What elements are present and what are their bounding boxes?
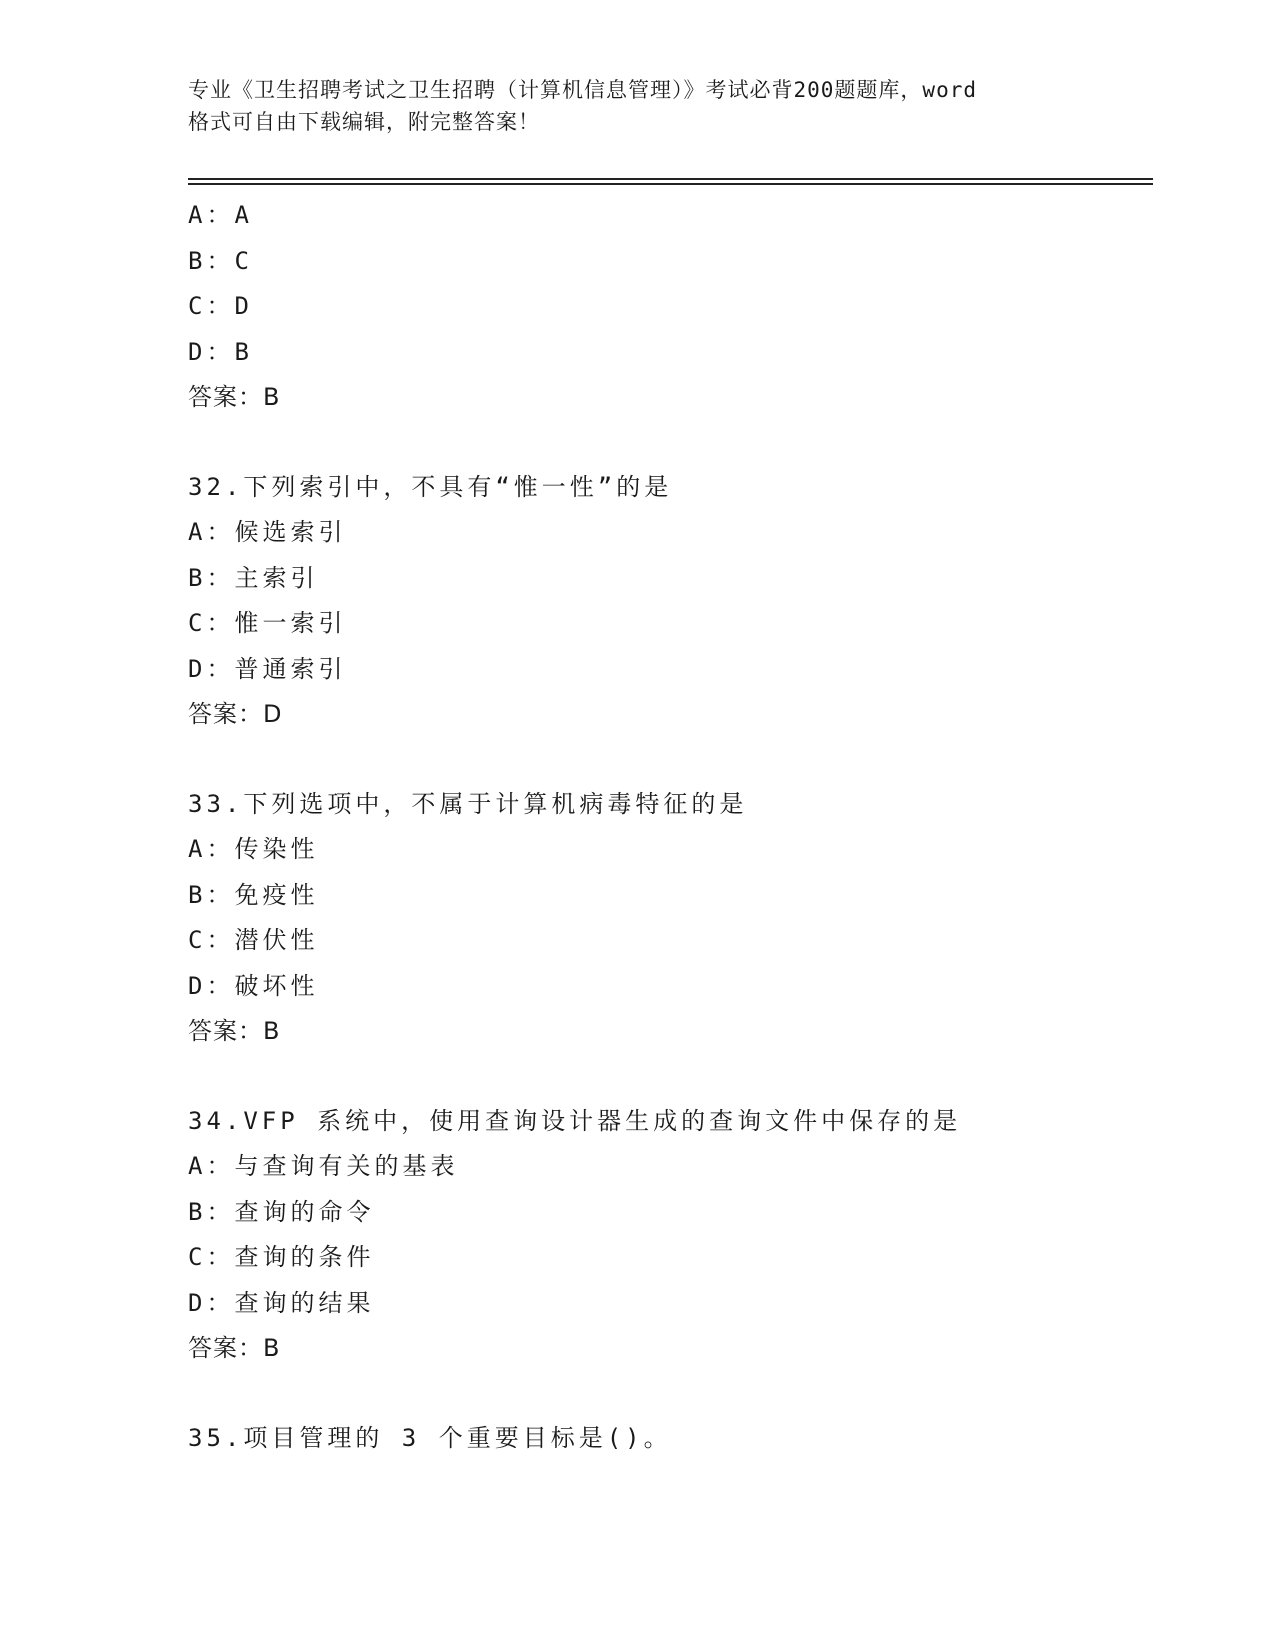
option-d: D：普通索引 <box>188 654 347 683</box>
answer-line: 答案：B <box>188 1017 281 1045</box>
answer-line: 答案：B <box>188 1334 281 1362</box>
option-b: B：主索引 <box>188 563 319 592</box>
question-34 <box>188 1099 1153 1372</box>
option-c: C：惟一索引 <box>188 609 347 637</box>
document-header <box>188 74 1088 138</box>
header-line-1: 专业《卫生招聘考试之卫生招聘（计算机信息管理）》考试必背200题题库，word <box>188 78 977 102</box>
previous-question-block <box>188 193 1153 421</box>
option-d: D：B <box>188 337 253 366</box>
question-text: 34.VFP 系统中，使用查询设计器生成的查询文件中保存的是 <box>188 1106 962 1135</box>
option-c: C：D <box>188 292 253 320</box>
option-d: D：查询的结果 <box>188 1288 375 1317</box>
option-b: B：C <box>188 246 253 275</box>
header-divider-bottom <box>188 183 1153 185</box>
option-a: A：A <box>188 201 253 229</box>
question-33 <box>188 782 1153 1055</box>
option-a: A：传染性 <box>188 835 319 863</box>
header-line-2: 格式可自由下载编辑，附完整答案！ <box>188 110 540 134</box>
header-divider-top <box>188 178 1153 180</box>
answer-line: 答案：D <box>188 700 283 728</box>
option-a: A：与查询有关的基表 <box>188 1152 459 1180</box>
option-b: B：查询的命令 <box>188 1197 375 1226</box>
question-list <box>188 193 1153 1461</box>
option-a: A：候选索引 <box>188 518 347 546</box>
question-32 <box>188 465 1153 738</box>
option-d: D：破坏性 <box>188 971 319 1000</box>
option-b: B：免疫性 <box>188 880 319 909</box>
question-text: 35.项目管理的 3 个重要目标是()。 <box>188 1423 672 1452</box>
question-text: 33.下列选项中，不属于计算机病毒特征的是 <box>188 789 748 818</box>
option-c: C：潜伏性 <box>188 926 319 954</box>
answer-line: 答案：B <box>188 383 281 411</box>
option-c: C：查询的条件 <box>188 1243 375 1271</box>
question-text: 32.下列索引中，不具有“惟一性”的是 <box>188 472 673 501</box>
question-35 <box>188 1416 1153 1462</box>
